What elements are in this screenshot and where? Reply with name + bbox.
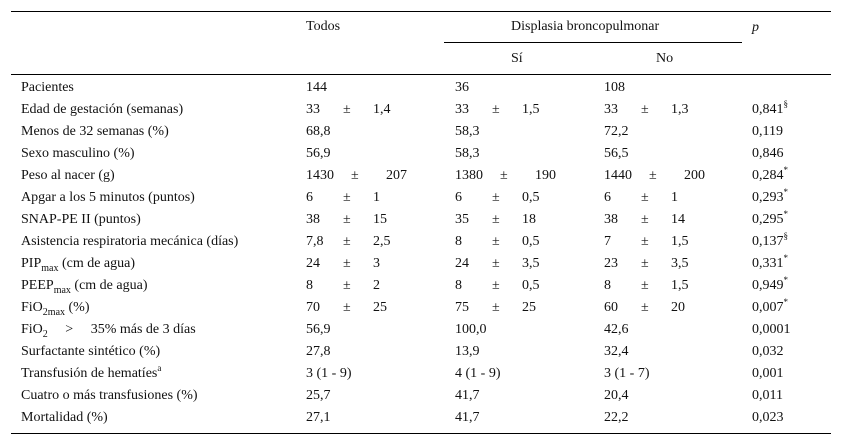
row-label: Surfactante sintético (%) <box>21 344 161 359</box>
cell-p: 0,331* <box>752 253 788 271</box>
cell-p: 0,846 <box>752 146 784 161</box>
header-no: No <box>656 51 674 66</box>
cell-p: 0,293* <box>752 187 788 205</box>
group-rule <box>444 42 742 43</box>
cell-p: 0,295* <box>752 209 788 227</box>
row-label: Pacientes <box>21 80 74 95</box>
cell-p: 0,032 <box>752 344 784 359</box>
row-label: $PIP_{max}$ (cm de agua) <box>21 256 136 274</box>
row-label: Cuatro o más transfusiones (%) <box>21 388 198 403</box>
bottom-rule <box>11 433 831 434</box>
row-label: Menos de 32 semanas (%) <box>21 124 169 139</box>
header-bottom-rule <box>11 74 831 75</box>
header-p: p <box>752 20 759 35</box>
cell-p: 0,119 <box>752 124 783 139</box>
row-label: FiO$_{2max}$ (%) <box>21 300 90 318</box>
row-label: Sexo masculino (%) <box>21 146 135 161</box>
cell-p: 0,949* <box>752 275 788 293</box>
cell-p: 0,007* <box>752 297 788 315</box>
header-yes: Sí <box>511 51 523 66</box>
header-all: Todos <box>306 19 341 34</box>
cell-p: 0,284* <box>752 165 788 183</box>
top-rule <box>11 11 831 12</box>
cell-p: 0,001 <box>752 366 784 381</box>
row-label: FiO$_2$ > 35% más de 3 días <box>21 322 196 340</box>
row-label: Apgar a los 5 minutos (puntos) <box>21 190 195 205</box>
row-label: Asistencia respiratoria mecánica (días) <box>21 234 239 249</box>
row-label: $PEEP_{max}$ (cm de agua) <box>21 278 148 296</box>
cell-p: 0,011 <box>752 388 783 403</box>
cell-p: 0,023 <box>752 410 784 425</box>
row-label: SNAP-PE II (puntos) <box>21 212 141 227</box>
header-group: Displasia broncopulmonar <box>511 19 660 34</box>
row-label: Peso al nacer (g) <box>21 168 115 183</box>
cell-p: 0,137§ <box>752 231 788 249</box>
row-label: Transfusión de hematíes$^a$ <box>21 363 162 381</box>
row-label: Edad de gestación (semanas) <box>21 102 184 117</box>
cell-p: 0,0001 <box>752 322 791 337</box>
row-label: Mortalidad (%) <box>21 410 108 425</box>
cell-p: 0,841§ <box>752 99 788 117</box>
